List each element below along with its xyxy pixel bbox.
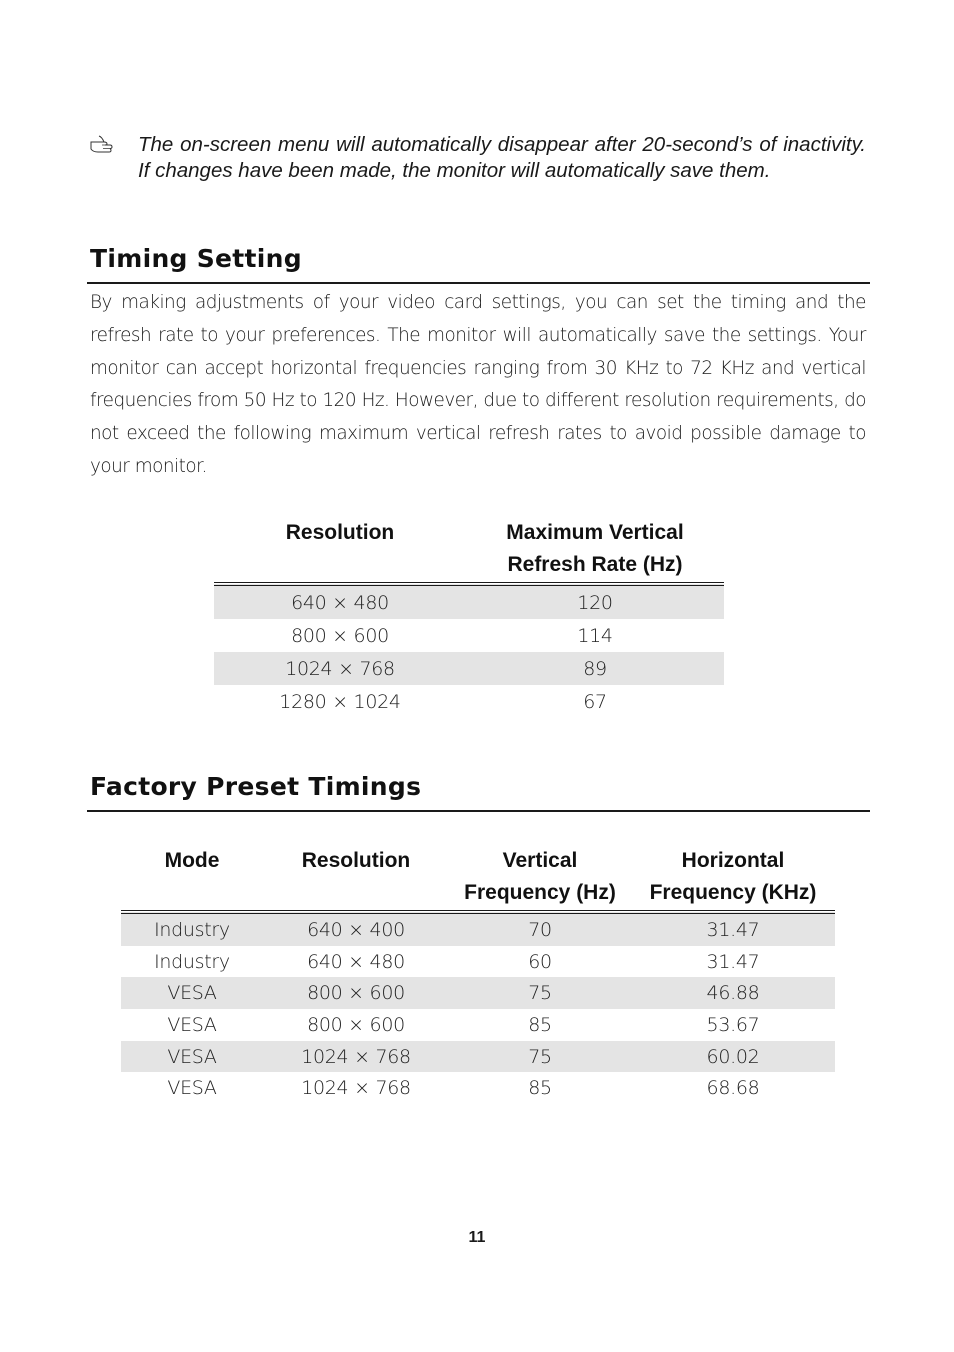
- table-row: [121, 1041, 835, 1073]
- cell-vertical-frequency: 85: [528, 1013, 552, 1036]
- timing-setting-paragraph: By making adjustments of your video card settings, you can set the timing and the refresh rate to your preferences. The monitor will automatically save the settings. Your monitor can accept horizontal frequencies ranging from 30 KHz to 72 KHz and vertical frequencies from 50 Hz to 120 Hz. However, due to different resolution requirements, do not exceed the following maximum vertical refresh rates to avoid possible damage to your monitor.: [90, 292, 866, 477]
- table-row: [214, 685, 724, 718]
- factory-preset-table: [121, 845, 835, 1104]
- refresh-rate-table: [214, 517, 724, 718]
- cell-refresh-rate: 67: [583, 690, 607, 713]
- cell-resolution: 800 × 600: [291, 624, 389, 647]
- cell-vertical-frequency: 60: [528, 950, 552, 973]
- pointing-hand-icon: [90, 134, 116, 154]
- cell-vertical-frequency: 75: [449, 977, 631, 1009]
- cell-resolution: 800 × 600: [263, 977, 449, 1009]
- table-row: [214, 652, 724, 685]
- cell-vertical-frequency: 85: [528, 1077, 552, 1100]
- table-row: [121, 1072, 835, 1104]
- table-row: [121, 946, 835, 978]
- cell-resolution: 1280 × 1024: [279, 690, 401, 713]
- cell-horizontal-frequency: 31.47: [631, 912, 835, 946]
- table-row: [121, 977, 835, 1009]
- column-header-resolution: Resolution: [301, 849, 411, 872]
- table-row: [214, 584, 724, 619]
- cell-refresh-rate: 120: [466, 584, 724, 619]
- cell-horizontal-frequency: 31.47: [706, 950, 760, 973]
- cell-horizontal-frequency: 53.67: [706, 1013, 760, 1036]
- column-header-vertical-frequency: Vertical Frequency (Hz): [464, 849, 616, 904]
- table-row: [121, 1009, 835, 1041]
- factory-preset-table-header: [121, 845, 835, 912]
- column-header-resolution: Resolution: [285, 521, 395, 544]
- cell-resolution: 1024 × 768: [301, 1077, 411, 1100]
- cell-horizontal-frequency: 68.68: [706, 1077, 760, 1100]
- column-header-mode: Mode: [164, 849, 220, 872]
- cell-refresh-rate: 114: [577, 624, 613, 647]
- cell-refresh-rate: 89: [466, 652, 724, 685]
- cell-vertical-frequency: 70: [449, 912, 631, 946]
- cell-horizontal-frequency: 60.02: [631, 1041, 835, 1073]
- cell-mode: VESA: [121, 977, 263, 1009]
- factory-preset-rule: [87, 810, 870, 812]
- timing-setting-heading: Timing Setting: [90, 244, 302, 273]
- cell-resolution: 800 × 600: [307, 1013, 405, 1036]
- cell-resolution: 1024 × 768: [214, 652, 466, 685]
- cell-resolution: 1024 × 768: [263, 1041, 449, 1073]
- cell-resolution: 640 × 480: [214, 584, 466, 619]
- table-row: [121, 912, 835, 946]
- cell-resolution: 640 × 400: [263, 912, 449, 946]
- cell-resolution: 640 × 480: [307, 950, 405, 973]
- cell-mode: Industry: [121, 912, 263, 946]
- factory-preset-heading: Factory Preset Timings: [90, 772, 422, 801]
- column-header-horizontal-frequency: Horizontal Frequency (KHz): [649, 849, 817, 904]
- refresh-rate-table-header: [214, 517, 724, 584]
- cell-mode: VESA: [121, 1041, 263, 1073]
- cell-vertical-frequency: 75: [449, 1041, 631, 1073]
- cell-mode: VESA: [167, 1077, 217, 1100]
- table-row: [214, 619, 724, 652]
- page-number: 11: [468, 1229, 486, 1246]
- cell-mode: VESA: [167, 1013, 217, 1036]
- timing-setting-rule: [87, 282, 870, 284]
- cell-horizontal-frequency: 46.88: [631, 977, 835, 1009]
- column-header-max-refresh: Maximum Vertical Refresh Rate (Hz): [506, 521, 684, 576]
- note-text: The on-screen menu will automatically disappear after 20-second’s of inactivity. If changes have been made, the monitor will automatically save them.: [138, 133, 866, 182]
- cell-mode: Industry: [154, 950, 230, 973]
